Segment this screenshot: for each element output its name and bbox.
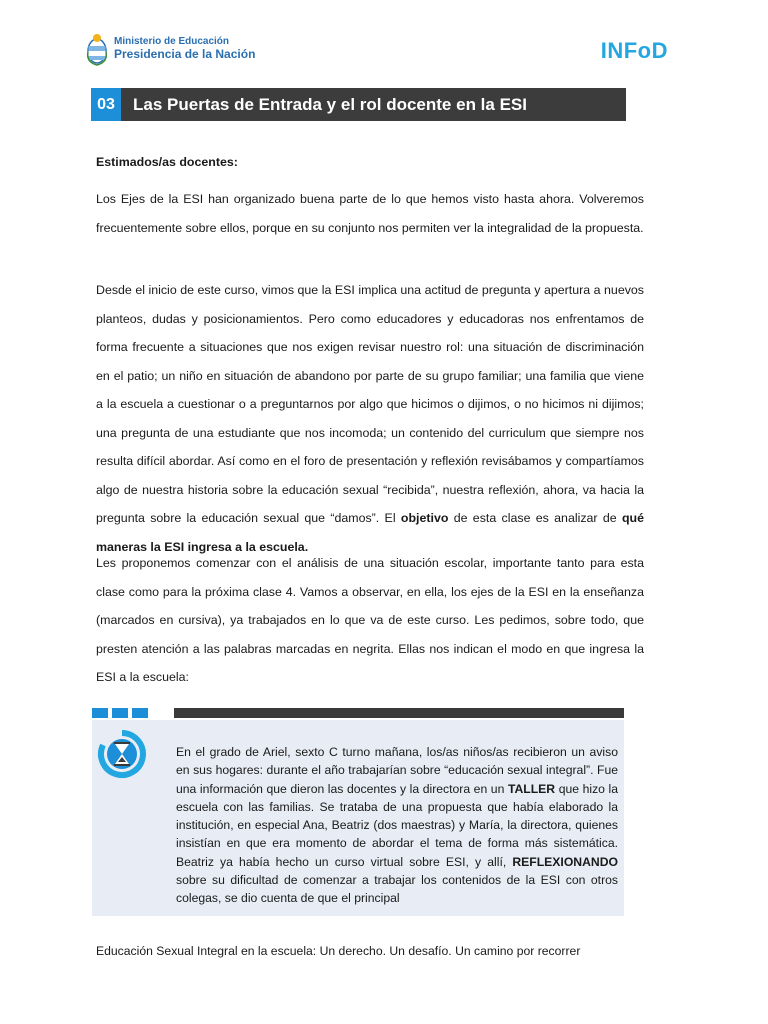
paragraph-2	[96, 276, 644, 561]
section-title: Las Puertas de Entrada y el rol docente en la ESI	[133, 94, 527, 114]
accent-segment	[112, 708, 128, 718]
paragraph-2-middle: de esta clase es analizar de	[453, 511, 617, 525]
argentina-emblem-icon	[86, 32, 108, 66]
hourglass-icon	[96, 728, 148, 780]
ministry-name: Ministerio de Educación	[114, 36, 230, 48]
paragraph-2-text: Desde el inicio de este curso, vimos que la ESI implica una actitud de pregunta y apertura a nuevos planteos, dudas y posicionamientos. Pero como educadores y educadoras nos enfrentamos de forma frecuente a situaciones que nos exigen revisar nuestro rol: una situación de discriminación en el patio; un niño en situación de abandono por parte de su grupo familiar; una familia que viene a la escuela a cuestionar o a preguntarnos por algo que hicimos o dijimos, o no hicimos ni dijimos; una pregunta de una estudiante que nos incomoda; un contenido del curriculum que siempre nos resulta difícil abordar. Así como en el foro de presentación y reflexión revisábamos y compartíamos algo de nuestra historia sobre la educación sexual “recibida”, nuestra reflexión, ahora, va hacia la pregunta sobre la educación sexual que “damos”. El	[96, 283, 644, 525]
section-number: 03	[91, 88, 121, 121]
case-text-1: En el grado de Ariel, sexto C turno mañana, los/as niños/as recibieron un aviso en sus hogares: durante el año trabajarían sobre “educación sexual integral”. Fue una información que dieron las docentes y la directora en un	[176, 745, 618, 796]
objective-statement: qué maneras la ESI ingresa a la escuela.	[96, 511, 644, 554]
bold-taller: TALLER	[507, 781, 556, 796]
objective-word: objetivo	[400, 511, 449, 525]
case-text	[176, 743, 618, 908]
ministry-logo	[86, 32, 255, 66]
infod-logo: INFoD	[600, 38, 668, 63]
case-text-2: que hizo la escuela con las familias. Se trataba de una propuesta que había elaborado la institución, en especial Ana, Beatriz (dos maestras) y María, la directora, quienes insistían en que era momento de abordar el tema de forma más sistemática. Beatriz ya había hecho un curso virtual sobre ESI, y allí,	[176, 781, 619, 869]
paragraph-1: Los Ejes de la ESI han organizado buena parte de lo que hemos visto hasta ahora. Volveremos frecuentemente sobre ellos, porque en su conjunto nos permiten ver la integralidad de la propuesta.	[96, 192, 644, 235]
paragraph-3: Les proponemos comenzar con el análisis de una situación escolar, importante tanto para esta clase como para la próxima clase 4. Vamos a observar, en ella, los ejes de la ESI en la enseñanza (marcados en cursiva), ya trabajados en lo que va de este curso. Les pedimos, sobre todo, que presten atención a las palabras marcadas en negrita. Ellas nos indican el modo en que ingresa la ESI a la escuela:	[96, 556, 644, 684]
section-title-bar	[91, 88, 626, 121]
accent-segment	[132, 708, 148, 718]
header-dark-bar	[174, 708, 624, 718]
case-box-header	[92, 708, 624, 718]
presidency-name: Presidencia de la Nación	[114, 46, 256, 61]
bold-reflexionando: REFLEXIONANDO	[512, 854, 618, 869]
page-footer: Educación Sexual Integral en la escuela: Un derecho. Un desafío. Un camino por recorrer	[96, 944, 581, 958]
case-box	[92, 720, 624, 916]
greeting: Estimados/as docentes:	[96, 155, 238, 169]
accent-segment	[92, 708, 108, 718]
case-text-3: sobre su dificultad de comenzar a trabajar los contenidos de la ESI con otros colegas, se dio cuenta de que el principal	[176, 873, 618, 906]
